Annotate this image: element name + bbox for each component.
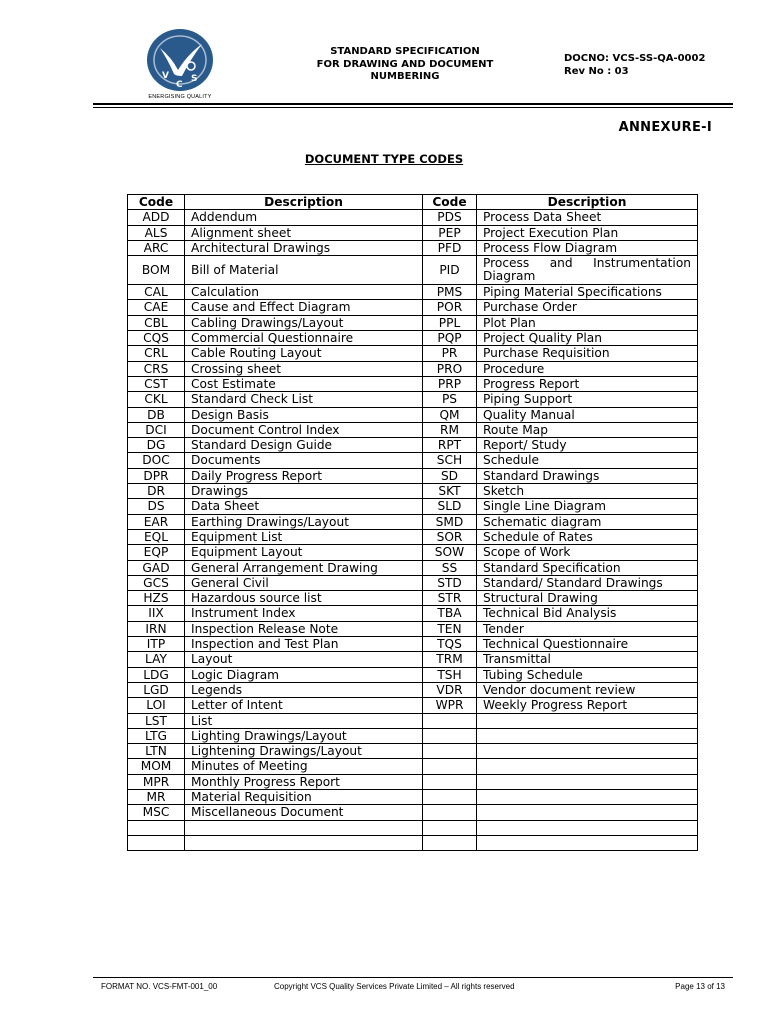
cell-code-left: ARC: [128, 240, 185, 255]
cell-code-left: EAR: [128, 514, 185, 529]
cell-description-left: Equipment Layout: [185, 545, 423, 560]
cell-code-right: [423, 759, 477, 774]
cell-description-left: Alignment sheet: [185, 225, 423, 240]
table-row: [128, 376, 698, 391]
cell-code-left: IRN: [128, 621, 185, 636]
section-title: [0, 152, 768, 166]
document-header-title: [300, 46, 510, 84]
logo-tagline: ENERGISING QUALITY: [148, 94, 212, 100]
table-row: [128, 240, 698, 255]
table-row: [128, 285, 698, 300]
cell-description-right: Purchase Order: [477, 300, 698, 315]
cell-description-right: Process and Instrumentation Diagram: [477, 256, 698, 285]
cell-code-left: BOM: [128, 256, 185, 285]
table-row: [128, 468, 698, 483]
cell-description-left: Lightening Drawings/Layout: [185, 744, 423, 759]
cell-code-right: TQS: [423, 637, 477, 652]
cell-code-left: DCI: [128, 422, 185, 437]
cell-code-left: [128, 835, 185, 850]
cell-code-right: SD: [423, 468, 477, 483]
cell-code-right: SCH: [423, 453, 477, 468]
cell-description-right: Purchase Requisition: [477, 346, 698, 361]
table-row: [128, 438, 698, 453]
cell-code-left: [128, 820, 185, 835]
cell-description-left: Bill of Material: [185, 256, 423, 285]
cell-code-left: LST: [128, 713, 185, 728]
logo-letter-c: C: [176, 80, 183, 90]
table-row: [128, 256, 698, 285]
header-title-line: FOR DRAWING AND DOCUMENT: [316, 58, 494, 70]
cell-code-left: ADD: [128, 210, 185, 225]
cell-description-left: Documents: [185, 453, 423, 468]
table-row: [128, 331, 698, 346]
cell-description-left: Instrument Index: [185, 606, 423, 621]
cell-description-left: Drawings: [185, 484, 423, 499]
table-row: [128, 529, 698, 544]
footer-divider: [93, 977, 733, 978]
vcs-logo-emblem-icon: [140, 28, 220, 92]
cell-code-left: MOM: [128, 759, 185, 774]
cell-code-right: PEP: [423, 225, 477, 240]
table-row: [128, 805, 698, 820]
cell-code-left: CBL: [128, 315, 185, 330]
cell-code-right: SS: [423, 560, 477, 575]
cell-description-right: Route Map: [477, 422, 698, 437]
table-row: [128, 682, 698, 697]
cell-code-left: CST: [128, 376, 185, 391]
cell-description-right: Tender: [477, 621, 698, 636]
cell-description-left: Architectural Drawings: [185, 240, 423, 255]
cell-description-right: Piping Material Specifications: [477, 285, 698, 300]
cell-description-right: [477, 789, 698, 804]
cell-code-right: TEN: [423, 621, 477, 636]
cell-code-left: LAY: [128, 652, 185, 667]
cell-code-left: CAE: [128, 300, 185, 315]
cell-code-right: SOW: [423, 545, 477, 560]
cell-code-right: [423, 820, 477, 835]
cell-code-left: DB: [128, 407, 185, 422]
document-reference: [564, 52, 705, 78]
table-row: [128, 453, 698, 468]
cell-description-right: Vendor document review: [477, 682, 698, 697]
cell-description-left: Cause and Effect Diagram: [185, 300, 423, 315]
header-divider-thick: [93, 103, 733, 105]
cell-code-right: [423, 835, 477, 850]
cell-description-left: Monthly Progress Report: [185, 774, 423, 789]
cell-description-right: Process Flow Diagram: [477, 240, 698, 255]
table-row: [128, 728, 698, 743]
cell-description-left: Data Sheet: [185, 499, 423, 514]
cell-description-right: Transmittal: [477, 652, 698, 667]
cell-description-right: [477, 774, 698, 789]
table-row: [128, 392, 698, 407]
cell-code-right: PRO: [423, 361, 477, 376]
cell-code-left: LDG: [128, 667, 185, 682]
cell-code-right: SKT: [423, 484, 477, 499]
cell-code-left: MPR: [128, 774, 185, 789]
cell-description-left: Inspection Release Note: [185, 621, 423, 636]
cell-code-right: [423, 713, 477, 728]
cell-code-right: VDR: [423, 682, 477, 697]
cell-description-left: General Arrangement Drawing: [185, 560, 423, 575]
cell-code-right: TSH: [423, 667, 477, 682]
cell-description-left: Design Basis: [185, 407, 423, 422]
cell-description-right: Structural Drawing: [477, 591, 698, 606]
cell-description-left: Layout: [185, 652, 423, 667]
cell-code-right: PQP: [423, 331, 477, 346]
cell-description-left: Hazardous source list: [185, 591, 423, 606]
cell-description-right: Project Quality Plan: [477, 331, 698, 346]
section-title-text: DOCUMENT TYPE CODES: [304, 152, 464, 166]
cell-description-right: Plot Plan: [477, 315, 698, 330]
cell-description-right: Process Data Sheet: [477, 210, 698, 225]
cell-code-right: PMS: [423, 285, 477, 300]
logo-letter-s: S: [191, 74, 198, 84]
cell-code-left: MR: [128, 789, 185, 804]
cell-description-left: Lighting Drawings/Layout: [185, 728, 423, 743]
logo-letter-v: V: [162, 71, 169, 81]
cell-description-right: [477, 835, 698, 850]
doc-number: DOCNO: VCS-SS-QA-0002: [564, 53, 706, 64]
cell-description-left: Crossing sheet: [185, 361, 423, 376]
cell-code-left: CRS: [128, 361, 185, 376]
cell-description-left: Addendum: [185, 210, 423, 225]
cell-description-right: Standard/ Standard Drawings: [477, 575, 698, 590]
cell-code-right: SMD: [423, 514, 477, 529]
table-row: [128, 484, 698, 499]
table-row: [128, 835, 698, 850]
page-number: Page 13 of 13: [675, 982, 725, 991]
table-row: [128, 361, 698, 376]
cell-description-right: [477, 744, 698, 759]
cell-description-left: Equipment List: [185, 529, 423, 544]
cell-description-left: Calculation: [185, 285, 423, 300]
cell-code-left: LTN: [128, 744, 185, 759]
cell-description-right: Progress Report: [477, 376, 698, 391]
cell-code-right: SOR: [423, 529, 477, 544]
cell-code-right: PID: [423, 256, 477, 285]
cell-description-left: General Civil: [185, 575, 423, 590]
table-body: [128, 210, 698, 851]
cell-code-right: [423, 728, 477, 743]
column-header-description-right: Description: [477, 195, 698, 210]
table-row: [128, 210, 698, 225]
table-row: [128, 315, 698, 330]
cell-description-right: Weekly Progress Report: [477, 698, 698, 713]
cell-code-right: [423, 774, 477, 789]
cell-code-right: TRM: [423, 652, 477, 667]
table-header-row: [128, 195, 698, 210]
cell-code-left: DG: [128, 438, 185, 453]
cell-code-left: DOC: [128, 453, 185, 468]
cell-description-right: Report/ Study: [477, 438, 698, 453]
table-row: [128, 514, 698, 529]
cell-description-right: Project Execution Plan: [477, 225, 698, 240]
column-header-code-left: Code: [128, 195, 185, 210]
table-row: [128, 300, 698, 315]
cell-description-left: List: [185, 713, 423, 728]
cell-code-left: DR: [128, 484, 185, 499]
cell-description-right: Piping Support: [477, 392, 698, 407]
cell-code-left: CKL: [128, 392, 185, 407]
cell-code-left: LTG: [128, 728, 185, 743]
cell-description-left: Miscellaneous Document: [185, 805, 423, 820]
cell-description-right: [477, 728, 698, 743]
cell-description-left: Material Requisition: [185, 789, 423, 804]
cell-code-right: PR: [423, 346, 477, 361]
cell-code-left: DPR: [128, 468, 185, 483]
cell-code-left: IIX: [128, 606, 185, 621]
table-row: [128, 560, 698, 575]
cell-description-left: Earthing Drawings/Layout: [185, 514, 423, 529]
header-title-line: STANDARD SPECIFICATION: [330, 46, 480, 57]
cell-description-left: Standard Check List: [185, 392, 423, 407]
cell-description-right: [477, 713, 698, 728]
cell-code-right: PDS: [423, 210, 477, 225]
cell-code-right: STR: [423, 591, 477, 606]
header-divider-thin: [93, 107, 733, 108]
cell-description-left: Standard Design Guide: [185, 438, 423, 453]
cell-description-right: Schedule of Rates: [477, 529, 698, 544]
table-row: [128, 225, 698, 240]
cell-description-right: Quality Manual: [477, 407, 698, 422]
cell-code-right: POR: [423, 300, 477, 315]
cell-description-right: [477, 820, 698, 835]
table-row: [128, 346, 698, 361]
cell-description-right: Sketch: [477, 484, 698, 499]
table-row: [128, 637, 698, 652]
table-row: [128, 667, 698, 682]
cell-description-left: Cost Estimate: [185, 376, 423, 391]
cell-description-left: Letter of Intent: [185, 698, 423, 713]
cell-description-left: Legends: [185, 682, 423, 697]
cell-code-left: CAL: [128, 285, 185, 300]
cell-description-left: Daily Progress Report: [185, 468, 423, 483]
copyright-notice: Copyright VCS Quality Services Private Limited – All rights reserved: [274, 982, 515, 991]
cell-description-left: Document Control Index: [185, 422, 423, 437]
cell-description-right: Technical Bid Analysis: [477, 606, 698, 621]
cell-code-right: PS: [423, 392, 477, 407]
cell-description-left: Inspection and Test Plan: [185, 637, 423, 652]
cell-description-right: Scope of Work: [477, 545, 698, 560]
cell-code-left: MSC: [128, 805, 185, 820]
cell-description-left: Cable Routing Layout: [185, 346, 423, 361]
cell-code-right: PPL: [423, 315, 477, 330]
table-row: [128, 744, 698, 759]
table-row: [128, 652, 698, 667]
cell-code-left: GAD: [128, 560, 185, 575]
table-row: [128, 759, 698, 774]
cell-code-left: GCS: [128, 575, 185, 590]
cell-description-right: Single Line Diagram: [477, 499, 698, 514]
cell-description-left: Commercial Questionnaire: [185, 331, 423, 346]
table-row: [128, 789, 698, 804]
cell-code-right: TBA: [423, 606, 477, 621]
cell-code-left: EQP: [128, 545, 185, 560]
cell-code-left: LOI: [128, 698, 185, 713]
cell-description-right: Tubing Schedule: [477, 667, 698, 682]
company-logo: [130, 28, 230, 108]
table-row: [128, 407, 698, 422]
column-header-code-right: Code: [423, 195, 477, 210]
cell-code-left: CRL: [128, 346, 185, 361]
table-row: [128, 820, 698, 835]
cell-code-right: PRP: [423, 376, 477, 391]
cell-code-right: STD: [423, 575, 477, 590]
cell-description-left: Minutes of Meeting: [185, 759, 423, 774]
cell-code-right: [423, 805, 477, 820]
cell-description-right: Standard Drawings: [477, 468, 698, 483]
cell-code-left: ITP: [128, 637, 185, 652]
cell-code-left: HZS: [128, 591, 185, 606]
cell-code-left: ALS: [128, 225, 185, 240]
cell-code-left: LGD: [128, 682, 185, 697]
cell-description-left: Logic Diagram: [185, 667, 423, 682]
annexure-label: ANNEXURE-I: [618, 120, 712, 135]
column-header-description-left: Description: [185, 195, 423, 210]
cell-description-right: [477, 805, 698, 820]
cell-description-right: Standard Specification: [477, 560, 698, 575]
table-row: [128, 499, 698, 514]
cell-code-right: PFD: [423, 240, 477, 255]
cell-description-left: [185, 820, 423, 835]
cell-code-left: EQL: [128, 529, 185, 544]
table-row: [128, 545, 698, 560]
cell-description-right: Schematic diagram: [477, 514, 698, 529]
cell-description-right: [477, 759, 698, 774]
cell-code-right: RM: [423, 422, 477, 437]
cell-code-right: [423, 744, 477, 759]
table-row: [128, 713, 698, 728]
cell-code-right: [423, 789, 477, 804]
cell-code-right: RPT: [423, 438, 477, 453]
cell-code-right: SLD: [423, 499, 477, 514]
document-type-codes-table: [127, 194, 698, 851]
table-row: [128, 698, 698, 713]
header-title-line: NUMBERING: [370, 71, 440, 82]
cell-code-left: DS: [128, 499, 185, 514]
cell-description-left: [185, 835, 423, 850]
table-row: [128, 422, 698, 437]
cell-code-right: WPR: [423, 698, 477, 713]
cell-description-left: Cabling Drawings/Layout: [185, 315, 423, 330]
revision-number: Rev No : 03: [564, 66, 629, 77]
cell-code-left: CQS: [128, 331, 185, 346]
format-number: FORMAT NO. VCS-FMT-001_00: [101, 982, 218, 991]
cell-description-right: Schedule: [477, 453, 698, 468]
table-row: [128, 606, 698, 621]
cell-description-right: Procedure: [477, 361, 698, 376]
cell-code-right: QM: [423, 407, 477, 422]
table-row: [128, 575, 698, 590]
table-row: [128, 621, 698, 636]
table-row: [128, 591, 698, 606]
cell-description-right: Technical Questionnaire: [477, 637, 698, 652]
table-row: [128, 774, 698, 789]
